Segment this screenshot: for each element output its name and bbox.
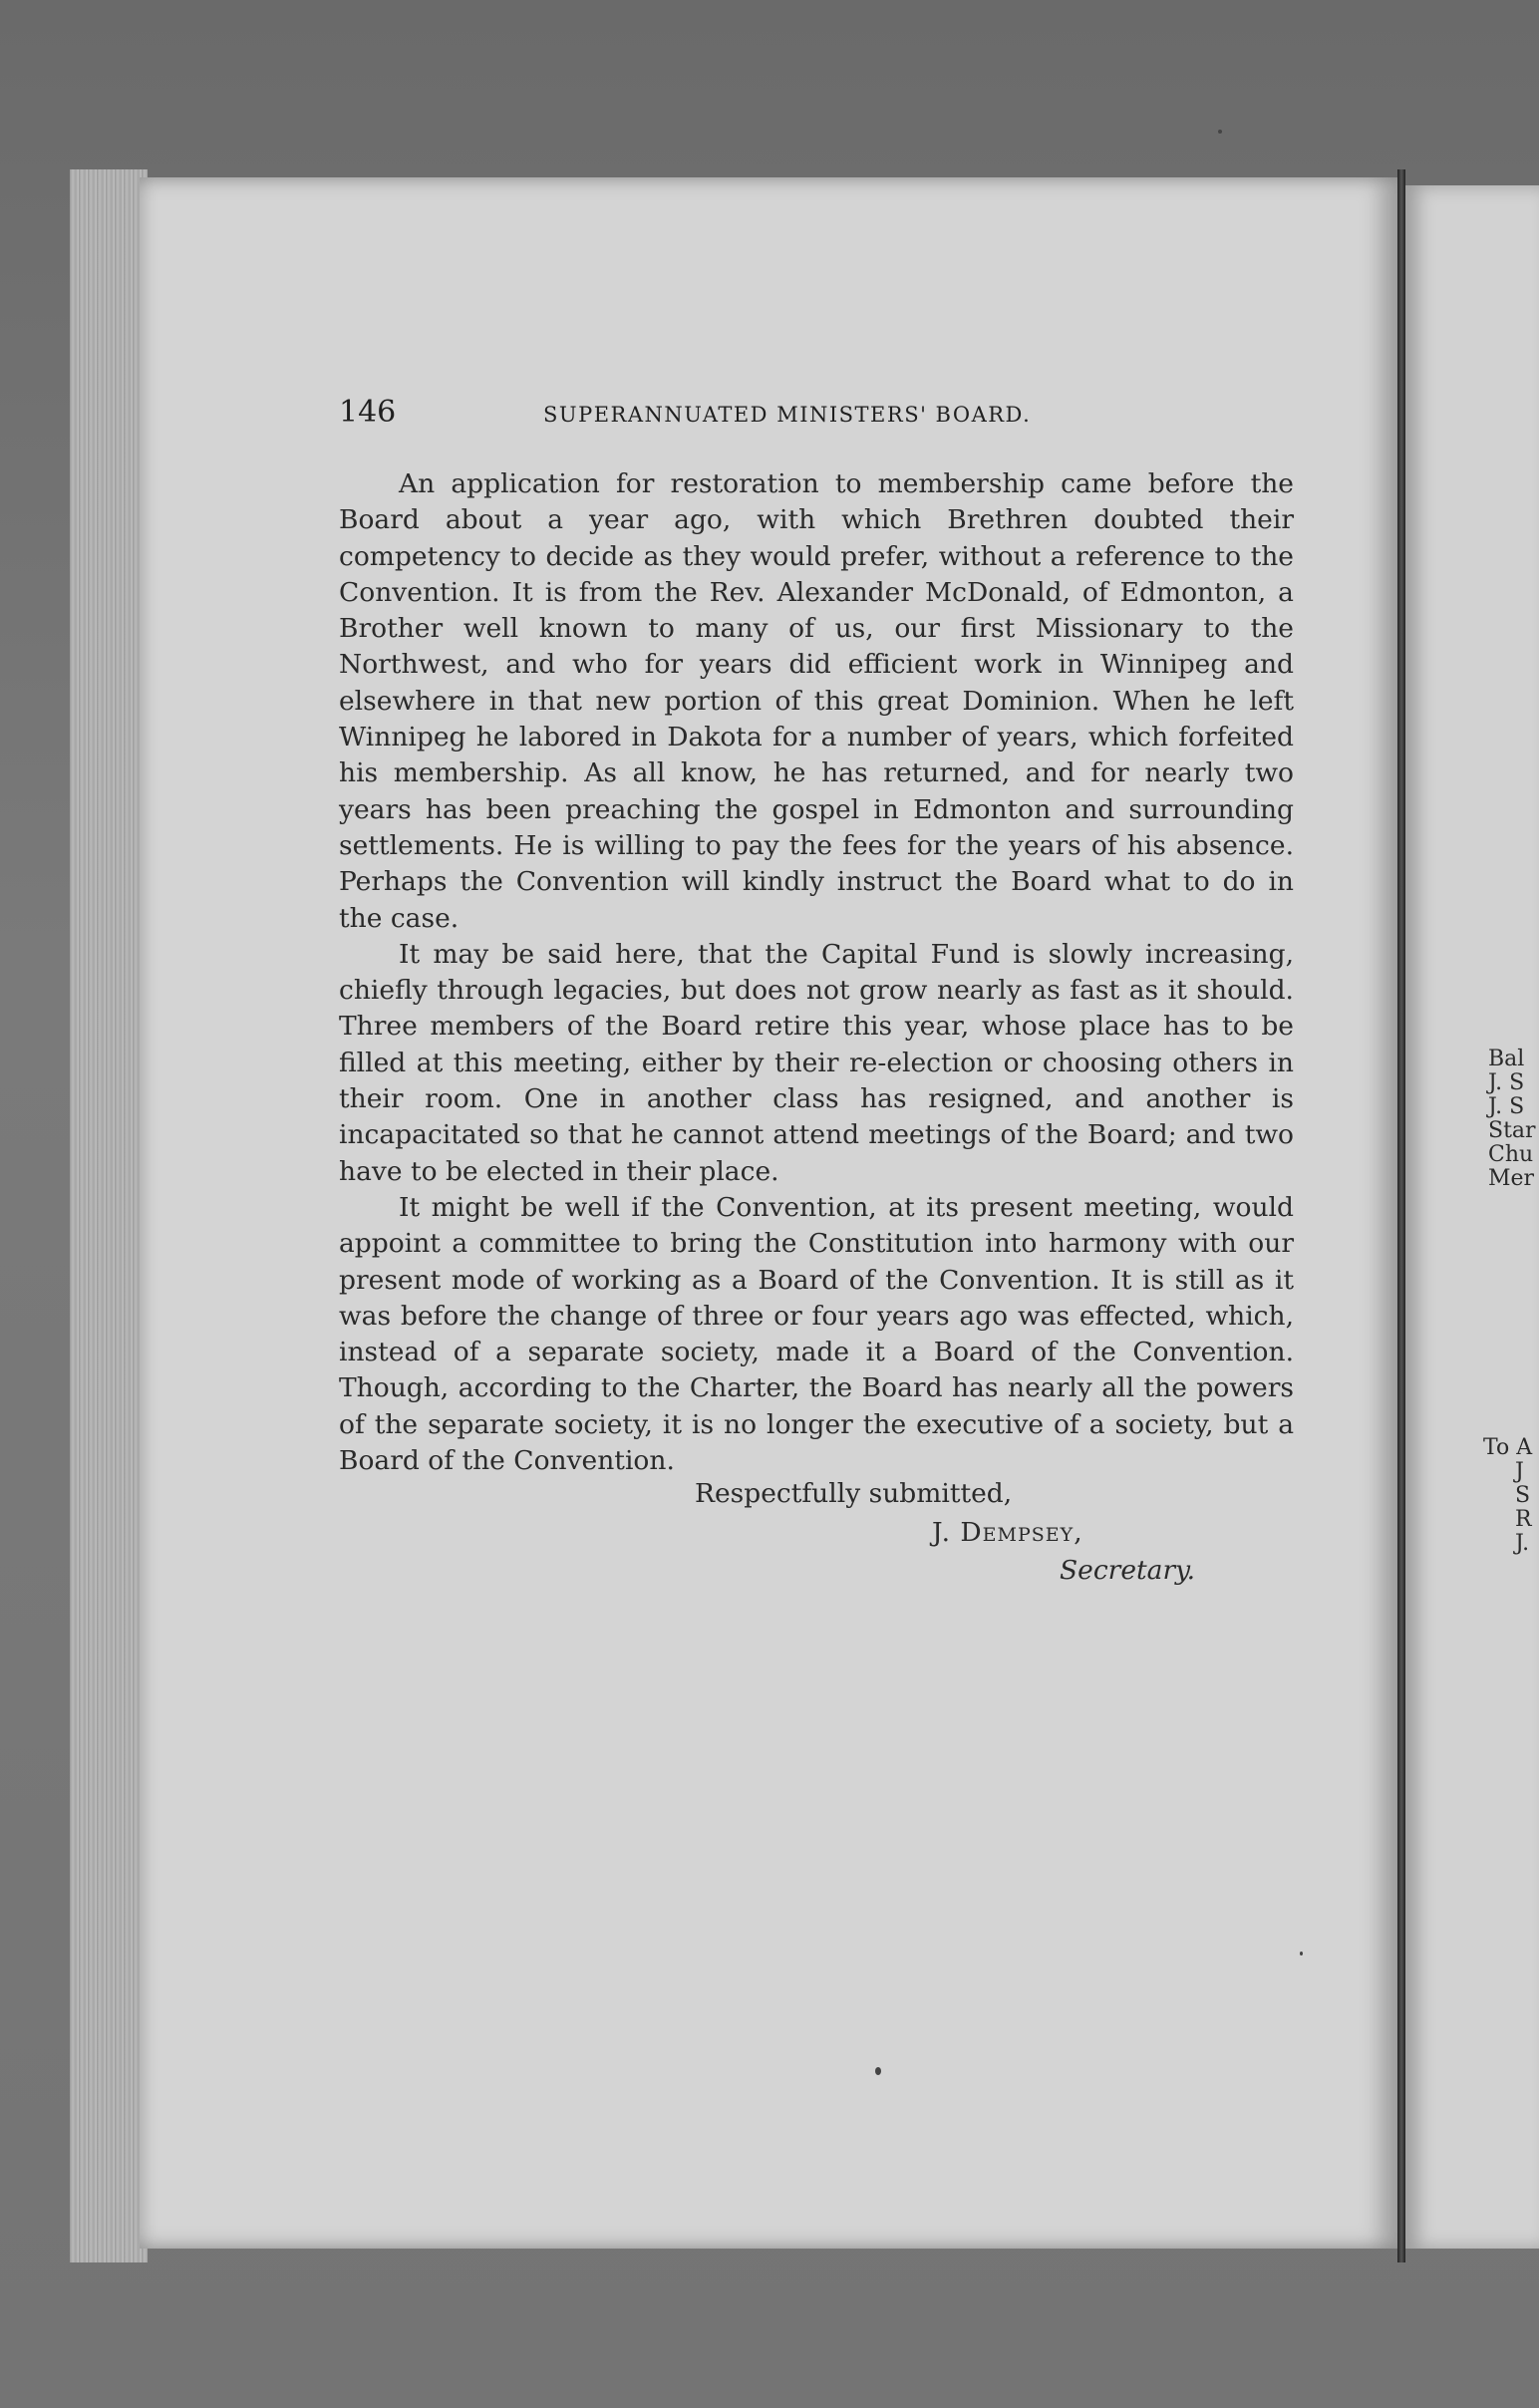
paragraph: It may be said here, that the Capital Fund is slowly increasing, chiefly through legacies, but does not grow nearly as fast as it should. Three members of the Board retire this year, whose place has to be filled at this meeting, either by their re-election or choosing others in their room. One in another class has resigned, and another is incapacitated so that he cannot attend meetings of the Board; and two have to be elected in their place. (339, 938, 1294, 1187)
right-page-fragment: J. S (1488, 1094, 1525, 1119)
right-page (1405, 185, 1539, 2249)
book-gutter (1397, 169, 1405, 2262)
page-header (339, 395, 1336, 435)
signature: J. Dempsey, (932, 1517, 1083, 1548)
paragraph: It might be well if the Convention, at its present meeting, would appoint a committee to bring the Constitution into harmony with our present mode of working as a Board of the Convention. It is still as it was before the change of three or four years ago was effected, which, instead of a separate society, made it a Board of the Convention. Though, according to the Charter, the Board has nearly all the powers of the separate society, it is no longer the executive of a society, but a Board of the Convention. (339, 1191, 1294, 1477)
right-page-fragment: J. (1515, 1531, 1530, 1556)
right-page-fragment: Mer (1488, 1166, 1535, 1191)
page-edges (70, 169, 148, 2262)
right-page-fragment: Bal (1488, 1047, 1525, 1071)
right-page-fragment: Chu (1488, 1142, 1534, 1167)
paragraph: An application for restoration to membership came before the Board about a year ago, with which Brethren doubted their competency to decide as they would prefer, without a reference to the Convention. It is from the Rev. Alexander McDonald, of Edmonton, a Brother well known to many of us, our first Missionary to the Northwest, and who for years did efficient work in Winnipeg and elsewhere in that new portion of this great Dominion. When he left Winnipeg he labored in Dakota for a number of years, which forfeited his membership. As all know, he has returned, and for nearly two years has been preaching the gospel in Edmonton and surrounding settlements. He is willing to pay the fees for the years of his absence. Perhaps the Convention will kindly instruct the Board what to do in the case. (339, 468, 1294, 934)
right-page-fragment: Star (1488, 1118, 1536, 1143)
scan-speck (1300, 1952, 1303, 1956)
scan-speck (1218, 130, 1222, 134)
right-page-fragment: J (1515, 1459, 1524, 1484)
valediction: Respectfully submitted, (695, 1478, 1013, 1509)
right-page-fragment: S (1515, 1483, 1531, 1508)
body-text (339, 466, 1294, 1479)
page-number: 146 (339, 395, 397, 430)
signature-title: Secretary. (1060, 1555, 1196, 1586)
scan-speck (875, 2067, 881, 2075)
running-head: SUPERANNUATED MINISTERS' BOARD. (543, 403, 1032, 427)
right-page-fragment: To A (1483, 1435, 1533, 1460)
right-page-fragment: J. S (1488, 1070, 1525, 1095)
right-page-fragment: R (1515, 1507, 1532, 1532)
